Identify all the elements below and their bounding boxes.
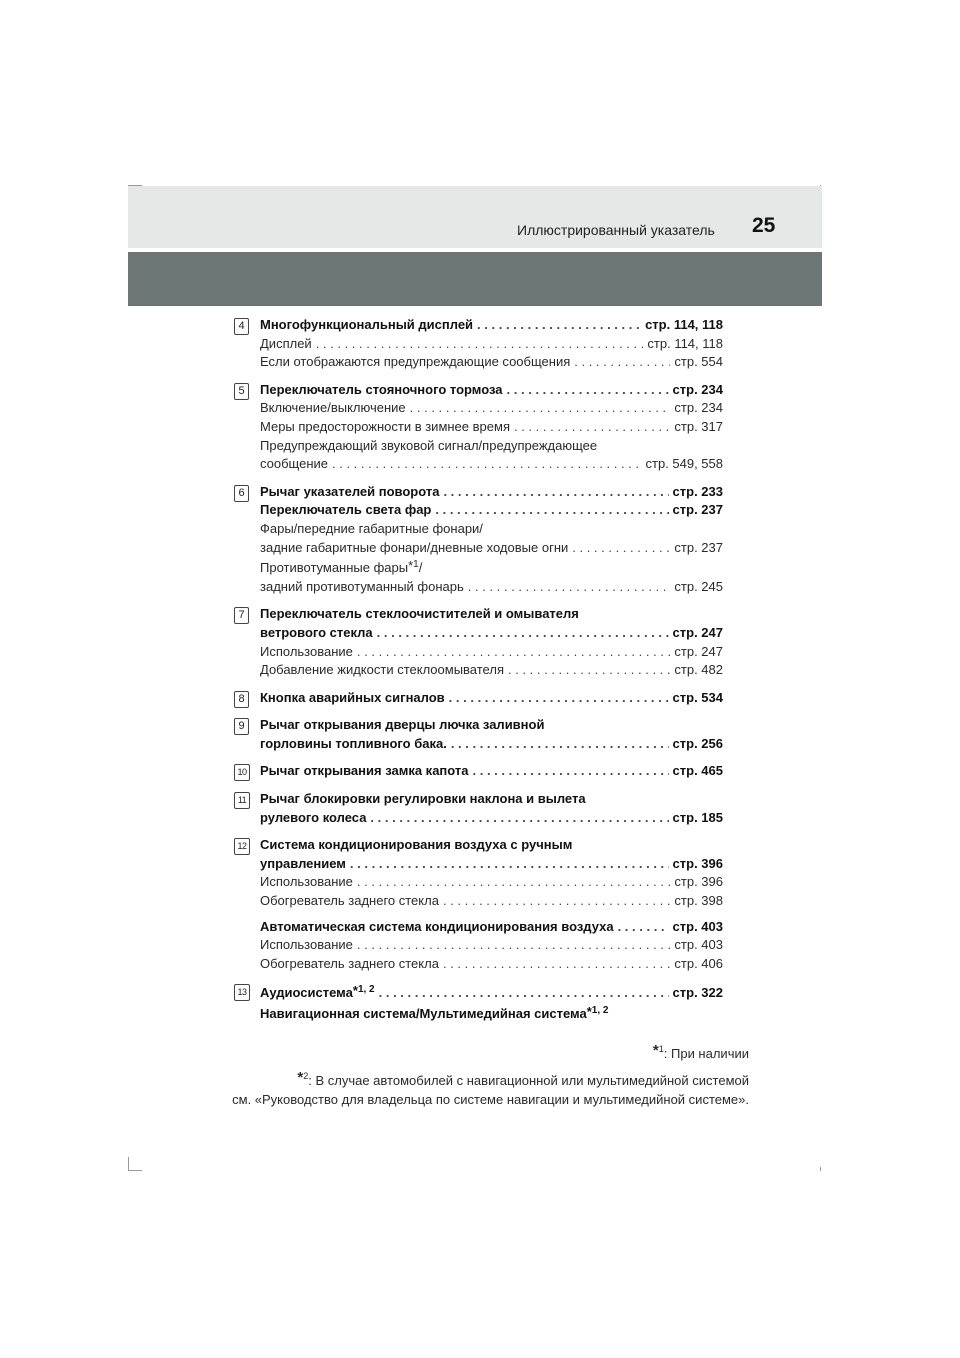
dot-leader: [618, 918, 669, 937]
entry-label-text: Дисплей: [260, 335, 312, 351]
entry-label-text: Кнопка аварийных сигналов: [260, 689, 445, 705]
entry-label: [260, 873, 353, 892]
entry-label-text: рулевого колеса: [260, 809, 367, 825]
index-entry: [260, 1003, 723, 1024]
entry-label-text: задний противотуманный фонарь: [260, 578, 464, 594]
index-entry: [260, 381, 723, 400]
entry-label-text: Использование: [260, 643, 353, 659]
page-reference: стр. 398: [674, 893, 723, 909]
index-subentry: [260, 936, 723, 955]
entry-label-text: Предупреждающий звуковой сигнал/предупреждающее: [260, 437, 598, 453]
entry-label-text: Включение/выключение: [260, 400, 406, 416]
footnote-asterisk: *: [586, 1004, 592, 1019]
dot-leader: [468, 578, 671, 597]
index-subentry: [260, 437, 723, 456]
dot-leader: [316, 335, 644, 354]
entry-label: [260, 735, 447, 754]
index-entry: [260, 982, 723, 1003]
dot-leader: [572, 539, 670, 558]
entry-label: [260, 316, 473, 335]
footnote-asterisk: *: [652, 1042, 659, 1059]
entry-label-text: Добавление жидкости стеклоомывателя: [260, 662, 504, 678]
section-number-badge: 12: [234, 838, 250, 855]
entry-label-text: Использование: [260, 874, 353, 890]
index-subentry: [260, 539, 723, 558]
entry-label-text: Система кондиционирования воздуха с ручным: [260, 837, 573, 853]
entry-label-text: Автоматическая система кондиционирования воздуха: [260, 918, 614, 934]
dot-leader: [377, 624, 669, 643]
entry-label-text: Переключатель света фар: [260, 502, 432, 518]
entry-label: [260, 661, 504, 680]
section-number-badge: 13: [234, 984, 250, 1001]
entry-label-text: Рычаг блокировки регулировки наклона и вылета: [260, 791, 586, 807]
index-entry: [260, 836, 723, 855]
page-reference: стр. 237: [672, 502, 723, 518]
index-entry: [260, 624, 723, 643]
section-entries: [260, 483, 723, 597]
page-reference: стр. 245: [674, 578, 723, 594]
footnote-asterisk: *: [408, 558, 414, 574]
page-reference: стр. 233: [672, 483, 723, 499]
entry-label-text: Переключатель стеклоочистителей и омывателя: [260, 606, 579, 622]
page-reference: стр. 234: [674, 400, 723, 416]
dot-leader: [443, 892, 670, 911]
page-reference: стр. 322: [672, 985, 723, 1001]
entry-label-text: Рычаг указателей поворота: [260, 483, 440, 499]
footnote-ref: 1, 2: [357, 984, 375, 996]
section-number-badge: 5: [234, 383, 249, 400]
entry-label: [260, 438, 597, 453]
index-entry: [260, 855, 723, 874]
entry-label: [260, 643, 353, 662]
entry-label: [260, 353, 570, 372]
footnote-ref: 1, 2: [591, 1005, 609, 1016]
index-subentry: [260, 643, 723, 662]
page-reference: стр. 256: [672, 735, 723, 751]
footnote-2-line2: [129, 1090, 749, 1109]
page-reference: стр. 247: [672, 624, 723, 640]
entry-label: [260, 689, 445, 708]
page-reference: стр. 114, 118: [645, 317, 723, 332]
entry-label-text: Переключатель стояночного тормоза: [260, 381, 503, 397]
entry-label: [260, 624, 373, 643]
entry-label: [260, 717, 544, 732]
entry-label: [260, 936, 353, 955]
entry-label-text: Обогреватель заднего стекла: [260, 955, 439, 971]
page-reference: стр. 234: [672, 381, 723, 397]
dot-leader: [332, 455, 641, 474]
index-list: [235, 316, 723, 1033]
page-reference: стр. 465: [672, 763, 723, 779]
section-number-badge: 4: [234, 318, 249, 335]
page-reference: стр. 534: [672, 689, 723, 705]
index-subentry: [260, 418, 723, 437]
entry-label: [260, 521, 483, 536]
section-entries: [260, 790, 723, 827]
header-band: [128, 186, 822, 248]
dot-leader: [477, 316, 641, 335]
page-reference: стр. 549, 558: [645, 456, 723, 472]
section-entries: [260, 381, 723, 474]
entry-label-text: Меры предосторожности в зимнее время: [260, 418, 510, 434]
index-entry: [260, 735, 723, 754]
index-entry: [260, 501, 723, 520]
index-entry: [260, 605, 723, 624]
page-reference: стр. 403: [672, 918, 723, 934]
entry-label-text: Противотуманные фары: [260, 560, 409, 576]
dot-leader: [443, 955, 670, 974]
footnote-2-text-line1: : В случае автомобилей с навигационной или мультимедийной системой: [308, 1073, 749, 1088]
dot-leader: [410, 399, 671, 418]
index-subentry: [260, 520, 723, 539]
entry-label: [260, 335, 312, 354]
entry-label: [260, 955, 439, 974]
index-subentry: [260, 661, 723, 680]
entry-label-text: Многофункциональный дисплей: [260, 317, 474, 332]
entry-label: [260, 762, 469, 781]
index-entry: [260, 483, 723, 502]
section-number-badge: 7: [234, 607, 249, 624]
dot-leader: [357, 936, 670, 955]
entry-label: [260, 399, 406, 418]
index-entry: [260, 918, 723, 937]
footnote-2-text-line2: см. «Руководство для владельца по системе навигации и мультимедийной системе».: [232, 1092, 749, 1107]
section-entries: [260, 836, 723, 973]
crop-mark-bottom-left-h: [128, 1170, 142, 1171]
page-reference: стр. 317: [674, 418, 723, 434]
dot-leader: [435, 501, 668, 520]
page-reference: стр. 114, 118: [647, 335, 723, 351]
section-band: [128, 252, 822, 306]
entry-label-text: задние габаритные фонари/дневные ходовые огни: [260, 539, 569, 555]
footnote-ref: 1: [413, 559, 419, 571]
crop-mark-bottom-left-v: [128, 1157, 129, 1171]
entry-label-suffix: /: [418, 560, 423, 576]
section-entries: [260, 716, 723, 753]
footnote-2: [129, 1067, 749, 1090]
index-subentry: [260, 353, 723, 372]
entry-label-text: Фары/передние габаритные фонари/: [260, 520, 483, 536]
entry-label-text: сообщение: [260, 456, 329, 472]
entry-label-text: горловины топливного бака.: [260, 735, 447, 751]
entry-label: [260, 501, 431, 520]
entry-label-text: Навигационная система/Мультимедийная система: [260, 1006, 587, 1021]
section-entries: [260, 605, 723, 679]
index-section: [235, 982, 723, 1023]
page-reference: стр. 247: [674, 643, 723, 659]
footnote-asterisk: *: [297, 1069, 304, 1086]
header-title: Иллюстрированный указатель: [517, 222, 715, 238]
index-entry: [260, 689, 723, 708]
page-reference: стр. 185: [672, 809, 723, 825]
dot-leader: [507, 381, 669, 400]
index-entry: [260, 762, 723, 781]
entry-label: [260, 791, 586, 806]
section-number-badge: 6: [234, 485, 249, 502]
dot-leader: [514, 418, 670, 437]
entry-label: [260, 918, 614, 937]
dot-leader: [350, 855, 669, 874]
footnote-asterisk: *: [352, 983, 358, 999]
index-entry: [260, 790, 723, 809]
dot-leader: [379, 984, 669, 1003]
dot-leader: [357, 873, 670, 892]
page-number: 25: [752, 214, 776, 237]
index-section: [235, 790, 723, 827]
index-section: [235, 836, 723, 973]
dot-leader: [574, 353, 670, 372]
section-entries: [260, 689, 723, 708]
entry-label: [260, 606, 579, 621]
entry-label: [260, 418, 510, 437]
page-reference: стр. 396: [672, 855, 723, 871]
index-subentry: [260, 892, 723, 911]
section-entries: [260, 982, 723, 1023]
entry-label-text: Аудиосистема: [260, 985, 353, 1001]
footnotes: [129, 1040, 749, 1109]
entry-label: [260, 1006, 608, 1021]
page-reference: стр. 403: [674, 937, 723, 953]
entry-label-text: Обогреватель заднего стекла: [260, 893, 439, 909]
entry-label: [260, 560, 422, 575]
section-number-badge: 8: [234, 691, 249, 708]
entry-label: [260, 483, 439, 502]
dot-leader: [357, 643, 670, 662]
dot-leader: [370, 809, 668, 828]
index-section: [235, 716, 723, 753]
entry-label: [260, 982, 375, 1003]
page-reference: стр. 406: [674, 955, 723, 971]
entry-label: [260, 809, 366, 828]
index-subentry: [260, 955, 723, 974]
page-reference: стр. 554: [674, 354, 723, 370]
index-subentry: [260, 873, 723, 892]
page-reference: стр. 237: [674, 539, 723, 555]
entry-label: [260, 455, 328, 474]
section-number-badge: 9: [234, 718, 249, 735]
index-entry: [260, 809, 723, 828]
section-number-badge: 10: [234, 764, 250, 781]
dot-leader: [449, 689, 669, 708]
crop-mark-bottom-right: [820, 1167, 821, 1171]
dot-leader: [508, 661, 670, 680]
footnote-1-number: 1: [658, 1044, 664, 1054]
entry-label: [260, 837, 572, 852]
footnote-1-text: : При наличии: [663, 1046, 749, 1061]
entry-label-text: ветрового стекла: [260, 624, 373, 640]
index-subentry: [260, 399, 723, 418]
index-section: [235, 316, 723, 372]
index-section: [235, 483, 723, 597]
entry-label-text: Использование: [260, 937, 353, 953]
dot-leader: [473, 762, 669, 781]
entry-label: [260, 855, 346, 874]
footnote-1: [129, 1040, 749, 1063]
entry-label-text: управлением: [260, 855, 346, 871]
entry-label-text: Рычаг открывания замка капота: [260, 763, 469, 779]
page-reference: стр. 396: [674, 874, 723, 890]
index-entry: [260, 716, 723, 735]
index-section: [235, 381, 723, 474]
entry-label: [260, 578, 464, 597]
entry-label: [260, 381, 503, 400]
footnote-2-number: 2: [303, 1071, 309, 1081]
entry-label-text: Если отображаются предупреждающие сообщения: [260, 354, 571, 370]
index-subentry: [260, 578, 723, 597]
section-number-badge: 11: [234, 792, 250, 809]
index-subentry: [260, 455, 723, 474]
entry-label: [260, 539, 568, 558]
index-subentry: [260, 335, 723, 354]
entry-label-text: Рычаг открывания дверцы лючка заливной: [260, 717, 545, 733]
page-reference: стр. 482: [674, 662, 723, 678]
index-section: [235, 605, 723, 679]
section-entries: [260, 762, 723, 781]
index-section: [235, 689, 723, 708]
index-subentry: [260, 557, 723, 578]
dot-leader: [443, 483, 668, 502]
index-section: [235, 762, 723, 781]
index-entry: [260, 316, 723, 335]
dot-leader: [451, 735, 669, 754]
section-entries: [260, 316, 723, 372]
entry-label: [260, 892, 439, 911]
